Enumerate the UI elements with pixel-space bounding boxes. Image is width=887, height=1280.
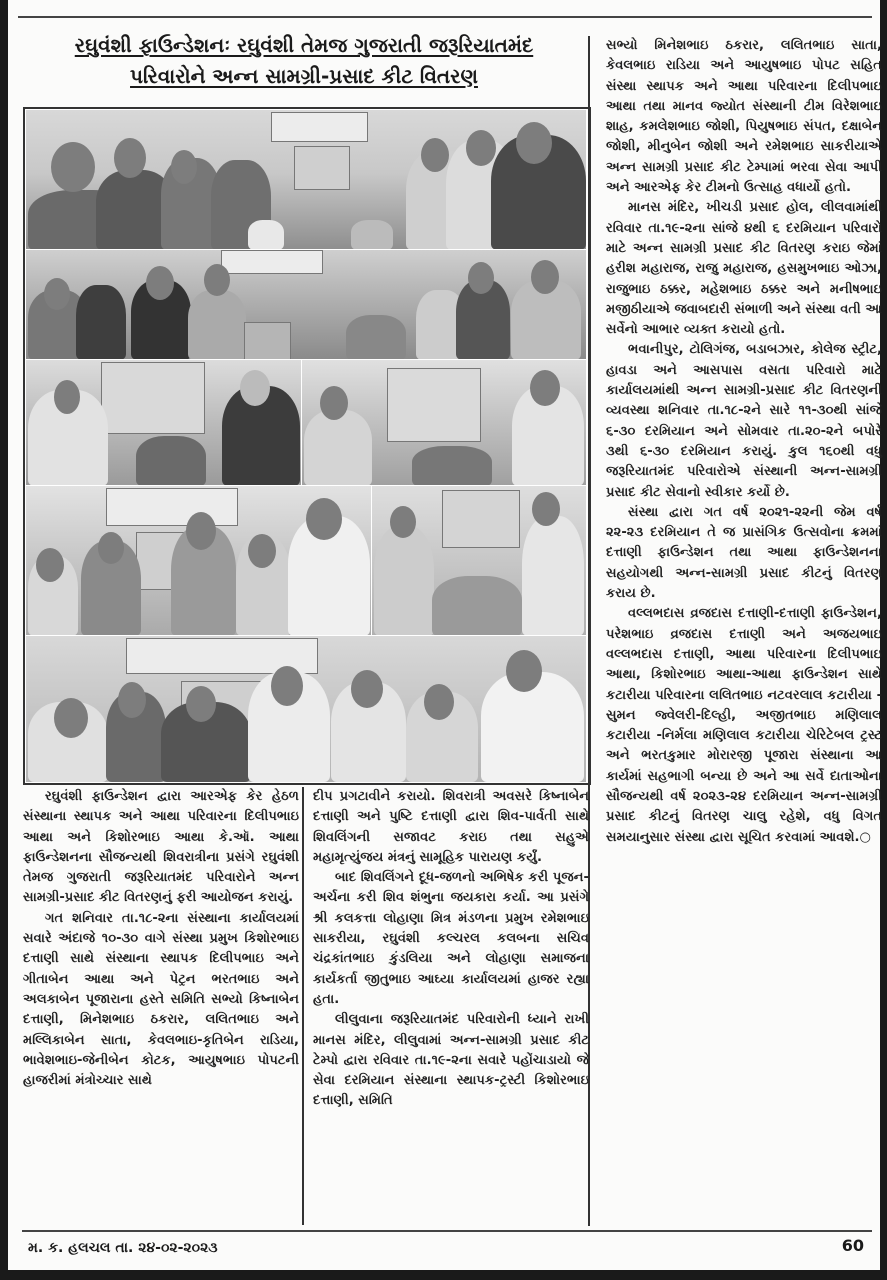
- photo-3: [25, 359, 303, 487]
- headline-line-2: પરિવારોને અન્ન સામગ્રી-પ્રસાદ કીટ વિતરણ: [130, 64, 478, 88]
- paragraph: બાદ શિવલિંગને દૂધ-જળનો અભિષેક કરી પૂજન-અર્ચના કરી શિવ શંભુના જયકારા કર્યા. આ પ્રસંગે શ્રી કલકત્તા લોહાણા મિત્ર મંડળના પ્રમુખ રમેશભાઇ સાકરીયા, રઘુવંશી કલ્ચરલ કલબના સચિવ ચંદ્રકાંતભાઇ કુંડલિયા અને લોહાણા સમાજના કાર્યકર્તા જીતુભાઇ આઘ્યા કાર્યાલયમાં હાજર રહ્યા હતા.: [313, 870, 589, 1007]
- paragraph: સભ્યો મિનેશભાઇ ઠકરાર, લલિતભાઇ સાતા, કેવલભાઇ રાડિયા અને આયુષભાઇ પોપટ સહિત સંસ્થા સ્થાપક અને આથા પરિવારના દિલીપભાઇ આથા તથા માનવ જ્યોત સંસ્થાની ટીમ વિરેશભાઇ શાહ, કમલેશભાઇ જોશી, પિયુષભાઇ સંપત, દક્ષાબેન જોશી, મીનુબેન જોશી અને રમેશભાઇ સાકરીયાએ અન્ન સામગ્રી પ્રસાદ કીટ ટેમ્પામાં ભરવા સેવા આપી અને આરએફ કેર ટીમનો ઉત્સાહ વધાર્યો હતો.: [606, 38, 882, 196]
- headline: [22, 30, 586, 92]
- photo-5: [25, 485, 373, 637]
- newspaper-page: [8, 0, 880, 1270]
- top-rule: [18, 16, 872, 18]
- photo-2: [25, 249, 587, 361]
- photo-6: [371, 485, 587, 637]
- column-divider-middle: [302, 787, 304, 1225]
- paragraph: માનસ મંદિર, ખીચડી પ્રસાદ હોલ, લીલવામાંથી રવિવાર તા.૧૯-૨ના સાંજે ૪થી ૬ દરમિયાન પરિવારો માટે અન્ન સામગ્રી પ્રસાદ કીટ વિતરણ કરાઇ જેમાં હરીશ મહારાજ, રાજુ મહારાજ, હસમુખભાઇ ઓઝા, રાજુભાઇ ઠક્કર, મહેશભાઇ ઠક્કર અને મનીષભાઇ મજીઠીયાએ જવાબદારી સંભાળી અને સંસ્થા વતી આ સર્વેનો આભાર વ્યક્ત કરાયો હતો.: [606, 200, 882, 338]
- article-column-1: [23, 787, 299, 1091]
- page-number: 60: [841, 1236, 864, 1255]
- paragraph: ભવાનીપુર, ટોલિગંજ, બડાબઝાર, કોલેજ સ્ટ્રીટ, હાવડા અને આસપાસ વસતા પરિવારો માટે કાર્યાલયમાંથી અન્ન સામગ્રી-પ્રસાદ કીટ વિતરણની વ્યવસ્થા શનિવાર તા.૧૮-૨ને સારે ૧૧-૩૦થી સાંજે ૬-૩૦ દરમિયાન અને સોમવાર તા.૨૦-૨ને બપોરે ૩થી ૬-૩૦ દરમિયાન કરાયું. કુલ ૧૬૦થી વધુ જરૂરિયાતમંદ પરિવારોએ સંસ્થાની અન્ન-સામગ્રી પ્રસાદ કીટ સેવાનો સ્વીકાર કર્યો છે.: [606, 342, 882, 500]
- paragraph: વલ્લભદાસ વ્રજદાસ દત્તાણી-દત્તાણી ફાઉન્ડેશન, પરેશભાઇ વ્રજદાસ દત્તાણી અને અજયભાઇ વલ્લભદાસ દત્તાણી, આથા પરિવારના દિલીપભાઇ આથા, કિશોરભાઇ આથા-આથા ફાઉન્ડેશન સાથે કટારીયા પરિવારના લલિતભાઇ નટવરલાલ કટારીયા - સુમન જ્વેલરી-દિલ્હી, અજીતભાઇ મણિલાલ કટારીયા -નિર્મલા મણિલાલ કટારીયા ચેરિટેબલ ટ્રસ્ટ અને ભરતકુમાર મોરારજી પૂજારા સંસ્થાના આ કાર્યમાં સહભાગી બન્યા છે અને આ સર્વે દાતાઓના સૌજન્યથી વર્ષ ૨૦૨૩-૨૪ દરમિયાન અન્ન-સામગ્રી પ્રસાદ કીટનું વિતરણ ચાલુ રહેશે, વધુ વિગત સમયાનુસાર સંસ્થા દ્વારા સૂચિત કરવામાં આવશે.○: [606, 606, 882, 845]
- paragraph: લીલુવાના જરૂરિયાતમંદ પરિવારોની ધ્યાને રાખી માનસ મંદિર, લીલુવામાં અન્ન-સામગ્રી પ્રસાદ કીટ ટેમ્પો દ્વારા રવિવાર તા.૧૯-૨ના સવારે પહોંચાડાયો જે સેવા દરમિયાન સંસ્થાના સ્થાપક-ટ્રસ્ટી કિશોરભાઇ દત્તાણી, સમિતિ: [313, 1012, 589, 1109]
- paragraph: સંસ્થા દ્વારા ગત વર્ષ ૨૦૨૧-૨૨ની જેમ વર્ષ ૨૨-૨૩ દરમિયાન તે જ પ્રાસંગિક ઉત્સવોના ક્રમમાં દત્તાણી ફાઉન્ડેશન તથા આથા ફાઉન્ડેશનના સહયોગથી અન્ન-સામગ્રી પ્રસાદ કીટનું વિતરણ કરાય છે.: [606, 504, 882, 602]
- footer-rule: [22, 1230, 872, 1232]
- publication-date: મ. ક. હલચલ તા. ૨૪-૦૨-૨૦૨૩: [28, 1240, 218, 1256]
- photo-4: [301, 359, 587, 487]
- paragraph: રઘુવંશી ફાઉન્ડેશન દ્વારા આરએફ કેર હેઠળ સંસ્થાના સ્થાપક અને આથા પરિવારના દિલીપભાઇ આથા અને કિશોરભાઇ આથા કે.ઑ. આથા ફાઉન્ડેશનના સૌજન્યથી શિવરાત્રીના પ્રસંગે રઘુવંશી તેમજ ગુજરાતી જરૂરિયાતમંદ પરિવારોને અન્ન સામગ્રી-પ્રસાદ કીટ વિતરણનું ફરી આયોજન કરાયું.: [23, 789, 299, 906]
- article-column-3: [606, 36, 882, 848]
- photo-7: [25, 635, 587, 783]
- photo-1: [25, 109, 587, 251]
- headline-line-1: રઘુવંશી ફાઉન્ડેશનઃ રઘુવંશી તેમજ ગુજરાતી જરૂરિયાતમંદ: [74, 33, 534, 57]
- photo-collage: [23, 107, 591, 785]
- paragraph: ગત શનિવાર તા.૧૮-૨ના સંસ્થાના કાર્યાલયમાં સવારે અંદાજે ૧૦-૩૦ વાગે સંસ્થા પ્રમુખ કિશોરભાઇ દત્તાણી સાથે સંસ્થાના સ્થાપક દિલીપભાઇ અને ગીતાબેન આથા અને પેટ્રન ભરતભાઇ અને અલકાબેન પૂજારાના હસ્તે સમિતિ સભ્યો કિષ્નાબેન દત્તાણી, મિનેશભાઇ ઠકરાર, લલિતભાઇ અને મલ્લિકાબેન સાતા, કેવલભાઇ-કૃતિબેન રાડિયા, ભાવેશભાઇ-જેનીબેન કોટક, આયુષભાઇ પોપટની હાજરીમાં મંત્રોચ્ચાર સાથે: [23, 910, 299, 1089]
- article-column-2: [313, 787, 589, 1112]
- paragraph: દીપ પ્રગટાવીને કરાયો. શિવરાત્રી અવસરે કિષ્નાબેન દત્તાણી અને પુષ્ટિ દત્તાણી દ્વારા શિવ-પાર્વતી સાથે શિવલિંગની સજાવટ કરાઇ તથા સહુએ મહામૃત્યુંજય મંત્રનું સામૂહિક પારાયણ કર્યું.: [313, 789, 589, 865]
